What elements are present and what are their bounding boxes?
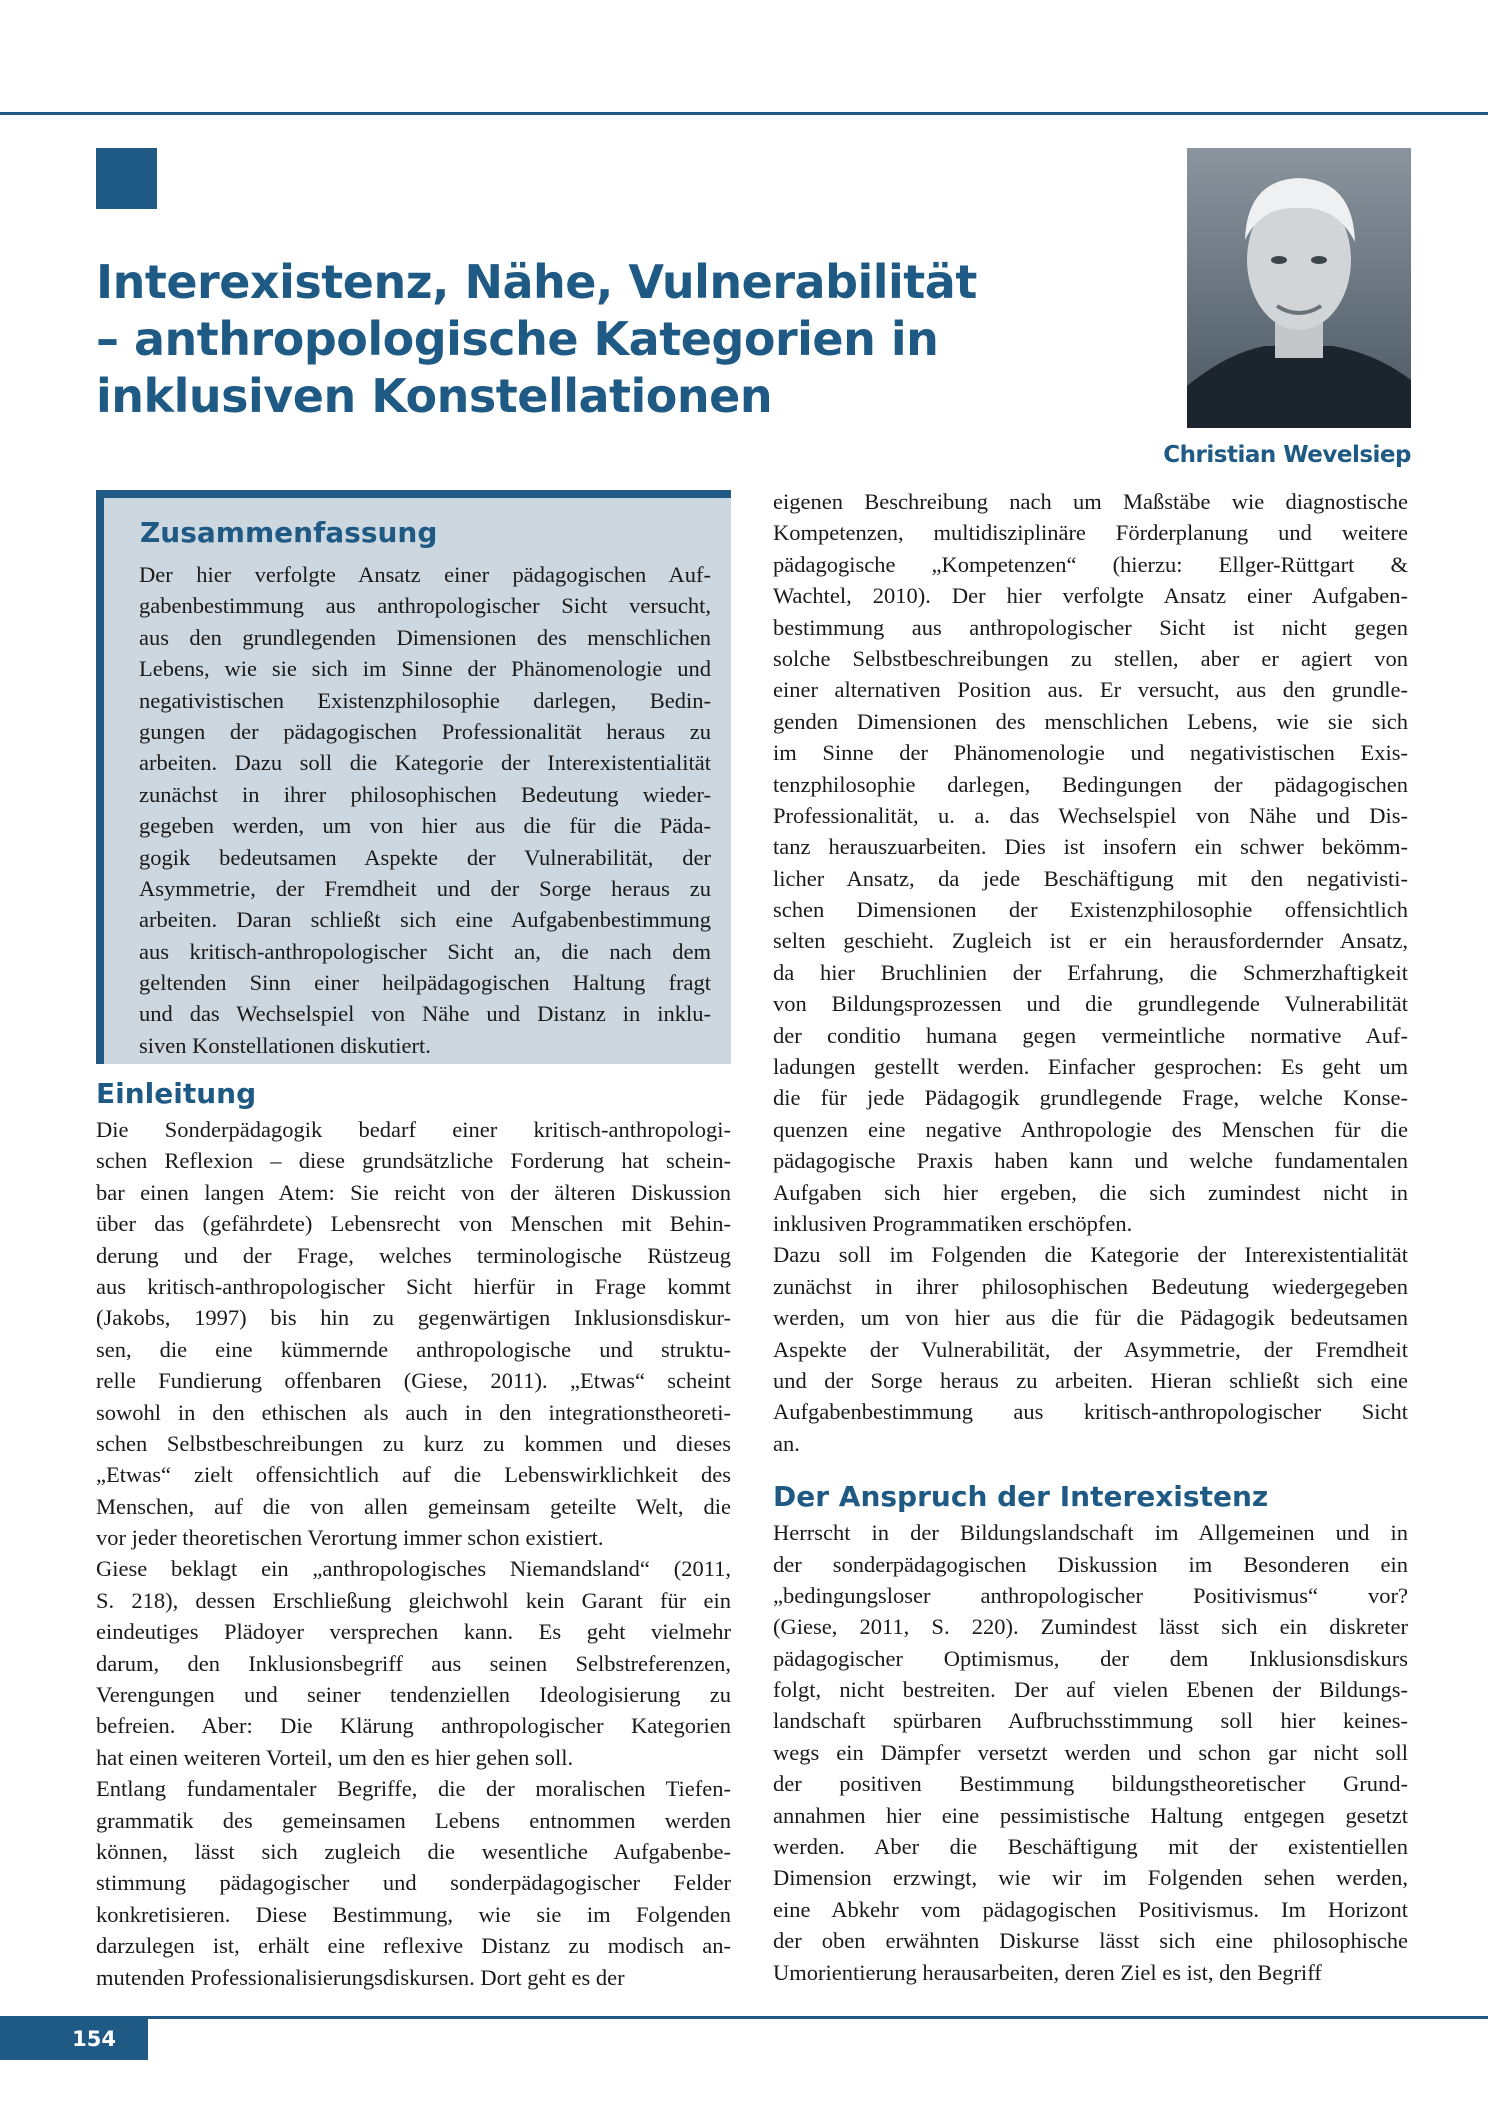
text-line: Herrscht in der Bildungslandschaft im Allgemeinen und in bbox=[773, 1520, 1408, 1546]
text-line: der sonderpädagogischen Diskussion im Besonderen ein bbox=[773, 1551, 1408, 1577]
text-line: bar einen langen Atem: Sie reicht von der älteren Diskussion bbox=[96, 1179, 731, 1205]
text-line: arbeiten. Daran schließt sich eine Aufgabenbestimmung bbox=[139, 907, 711, 933]
page-number: 154 bbox=[0, 2018, 148, 2060]
text-line: über das (gefährdete) Lebensrecht von Menschen mit Behin- bbox=[96, 1211, 731, 1237]
abstract-box bbox=[96, 490, 731, 1064]
text-line: solche Selbstbeschreibungen zu stellen, aber er agiert von bbox=[773, 645, 1408, 671]
text-line: Menschen, auf die von allen gemeinsam geteilte Welt, die bbox=[96, 1493, 731, 1519]
text-line: Die Sonderpädagogik bedarf einer kritisch-anthropologi- bbox=[96, 1117, 731, 1142]
text-line: an. bbox=[773, 1430, 800, 1456]
text-line: geltenden Sinn einer heilpädagogischen Haltung fragt bbox=[139, 970, 711, 996]
text-line: aus kritisch-anthropologischer Sicht hierfür in Frage kommt bbox=[96, 1273, 731, 1299]
text-line: eigenen Beschreibung nach um Maßstäbe wie diagnostische bbox=[773, 489, 1408, 514]
text-line: zunächst in ihrer philosophischen Bedeutung wiedergegeben bbox=[773, 1273, 1408, 1299]
text-line: quenzen eine negative Anthropologie des Menschen für die bbox=[773, 1116, 1408, 1142]
left-column bbox=[96, 1074, 731, 1993]
text-line: Wachtel, 2010). Der hier verfolgte Ansatz einer Aufgaben- bbox=[773, 583, 1408, 609]
text-line: schen Dimensionen der Existenzphilosophie offensichtlich bbox=[773, 897, 1408, 923]
text-line: Lebens, wie sie sich im Sinne der Phänomenologie und bbox=[139, 656, 711, 682]
article-title bbox=[96, 254, 996, 425]
text-line: pädagogische „Kompetenzen“ (hierzu: Ellger-Rüttgart & bbox=[773, 551, 1408, 577]
text-line: stimmung pädagogischer und sonderpädagogischer Felder bbox=[96, 1870, 731, 1896]
title-line: inklusiven Konstellationen bbox=[96, 369, 773, 423]
text-line: Kompetenzen, multidisziplinäre Förderplanung und weitere bbox=[773, 520, 1408, 546]
text-line: gabenbestimmung aus anthropologischer Sicht versucht, bbox=[139, 593, 711, 619]
abstract-heading: Zusammenfassung bbox=[140, 516, 438, 549]
text-line: der conditio humana gegen vermeintliche normative Auf- bbox=[773, 1022, 1408, 1048]
section-heading-interexistence: Der Anspruch der Interexistenz bbox=[773, 1480, 1269, 1514]
text-line: Dazu soll im Folgenden die Kategorie der Interexistentialität bbox=[773, 1242, 1408, 1268]
text-line: relle Fundierung offenbaren (Giese, 2011). „Etwas“ scheint bbox=[96, 1368, 731, 1394]
text-line: schen Reflexion – diese grundsätzliche Forderung hat schein- bbox=[96, 1148, 731, 1174]
text-line: gungen der pädagogischen Professionalität heraus zu bbox=[139, 718, 711, 744]
text-line: licher Ansatz, da jede Beschäftigung mit den negativisti- bbox=[773, 865, 1408, 891]
paragraph-gap bbox=[773, 1459, 1408, 1477]
introduction-text bbox=[96, 1114, 731, 1993]
text-line: können, lässt sich zugleich die wesentliche Aufgabenbe- bbox=[96, 1838, 731, 1864]
text-line: Giese beklagt ein „anthropologisches Niemandsland“ (2011, bbox=[96, 1556, 731, 1582]
text-line: Professionalität, u. a. das Wechselspiel von Nähe und Dis- bbox=[773, 802, 1408, 828]
text-line: eine Abkehr vom pädagogischen Positivismus. Im Horizont bbox=[773, 1896, 1408, 1922]
text-line: negativistischen Existenzphilosophie darlegen, Bedin- bbox=[139, 687, 711, 713]
text-line: sowohl in den ethischen als auch in den integrationstheoreti- bbox=[96, 1399, 731, 1425]
text-line: und der Sorge heraus zu arbeiten. Hieran schließt sich eine bbox=[773, 1367, 1408, 1393]
right-column bbox=[773, 486, 1408, 1988]
section-heading-introduction: Einleitung bbox=[96, 1077, 257, 1110]
text-line: pädagogischer Optimismus, der dem Inklusionsdiskurs bbox=[773, 1645, 1408, 1671]
text-line: selten geschieht. Zugleich ist er ein herausfordernder Ansatz, bbox=[773, 928, 1408, 954]
text-line: Der hier verfolgte Ansatz einer pädagogischen Auf- bbox=[139, 562, 711, 587]
text-line: werden. Aber die Beschäftigung mit der existentiellen bbox=[773, 1834, 1408, 1860]
text-line: grammatik des gemeinsamen Lebens entnommen werden bbox=[96, 1807, 731, 1833]
author-name: Christian Wevelsiep bbox=[1163, 442, 1411, 468]
text-line: wegs ein Dämpfer versetzt werden und schon gar nicht soll bbox=[773, 1739, 1408, 1765]
text-line: sen, die eine kümmernde anthropologische und struktu- bbox=[96, 1336, 731, 1362]
bottom-rule bbox=[0, 2016, 1488, 2019]
text-line: hat einen weiteren Vorteil, um den es hier gehen soll. bbox=[96, 1744, 574, 1770]
text-line: S. 218), dessen Erschließung gleichwohl kein Garant für ein bbox=[96, 1587, 731, 1613]
text-line: Aufgabenbestimmung aus kritisch-anthropologischer Sicht bbox=[773, 1399, 1408, 1425]
text-line: „Etwas“ zielt offensichtlich auf die Lebenswirklichkeit des bbox=[96, 1462, 731, 1488]
title-line: – anthropologische Kategorien in bbox=[96, 312, 939, 366]
text-line: Aspekte der Vulnerabilität, der Asymmetrie, der Fremdheit bbox=[773, 1336, 1408, 1362]
top-rule bbox=[0, 112, 1488, 115]
text-line: von Bildungsprozessen und die grundlegende Vulnerabilität bbox=[773, 991, 1408, 1017]
text-line: da hier Bruchlinien der Erfahrung, die Schmerzhaftigkeit bbox=[773, 959, 1408, 985]
text-line: annahmen hier eine pessimistische Haltung entgegen gesetzt bbox=[773, 1802, 1408, 1828]
text-line: Dimension erzwingt, wie wir im Folgenden sehen werden, bbox=[773, 1865, 1408, 1891]
text-line: „bedingungsloser anthropologischer Positivismus“ vor? bbox=[773, 1582, 1408, 1608]
text-line: arbeiten. Dazu soll die Kategorie der Interexistentialität bbox=[139, 750, 711, 776]
text-line: Verengungen und seiner tendenziellen Ideologisierung zu bbox=[96, 1682, 731, 1708]
abstract-text bbox=[139, 559, 711, 1061]
text-line: derung und der Frage, welches terminologische Rüstzeug bbox=[96, 1242, 731, 1268]
text-line: gegeben werden, um von hier aus die für die Päda- bbox=[139, 813, 711, 839]
author-photo bbox=[1187, 148, 1411, 428]
section-marker-square bbox=[96, 148, 157, 209]
text-line: der positiven Bestimmung bildungstheoretischer Grund- bbox=[773, 1771, 1408, 1797]
text-line: inklusiven Programmatiken erschöpfen. bbox=[773, 1210, 1133, 1236]
text-line: und das Wechselspiel von Nähe und Distanz in inklu- bbox=[139, 1001, 711, 1027]
text-line: aus kritisch-anthropologischer Sicht an, die nach dem bbox=[139, 938, 711, 964]
text-line: zunächst in ihrer philosophischen Bedeutung wieder- bbox=[139, 781, 711, 807]
text-line: die für jede Pädagogik grundlegende Frage, welche Konse- bbox=[773, 1085, 1408, 1111]
text-line: tanz herauszuarbeiten. Dies ist insofern ein schwer bekömm- bbox=[773, 834, 1408, 860]
text-line: konkretisieren. Diese Bestimmung, wie sie im Folgenden bbox=[96, 1901, 731, 1927]
text-line: darzulegen ist, erhält eine reflexive Distanz zu modisch an- bbox=[96, 1933, 731, 1959]
text-line: Entlang fundamentaler Begriffe, die der moralischen Tiefen- bbox=[96, 1776, 731, 1802]
text-line: mutenden Professionalisierungsdiskursen. Dort geht es der bbox=[96, 1964, 625, 1990]
text-line: Umorientierung herausarbeiten, deren Ziel es ist, den Begriff bbox=[773, 1959, 1322, 1985]
text-line: bestimmung aus anthropologischer Sicht ist nicht gegen bbox=[773, 614, 1408, 640]
text-line: Aufgaben sich hier ergeben, die sich zumindest nicht in bbox=[773, 1179, 1408, 1205]
text-line: werden, um von hier aus die für die Pädagogik bedeutsamen bbox=[773, 1305, 1408, 1331]
text-line: pädagogische Praxis haben kann und welche fundamentalen bbox=[773, 1148, 1408, 1174]
text-line: vor jeder theoretischen Verortung immer schon existiert. bbox=[96, 1525, 604, 1551]
text-line: eindeutiges Plädoyer versprechen kann. Es geht vielmehr bbox=[96, 1619, 731, 1645]
text-line: einer alternativen Position aus. Er versucht, aus den grundle- bbox=[773, 677, 1408, 703]
text-line: landschaft spürbaren Aufbruchsstimmung soll hier keines- bbox=[773, 1708, 1408, 1734]
section-text bbox=[773, 1517, 1408, 1988]
text-line: im Sinne der Phänomenologie und negativistischen Exis- bbox=[773, 740, 1408, 766]
text-line: (Giese, 2011, S. 220). Zumindest lässt sich ein diskreter bbox=[773, 1614, 1408, 1640]
text-line: schen Selbstbeschreibungen zu kurz zu kommen und dieses bbox=[96, 1430, 731, 1456]
text-line: genden Dimensionen des menschlichen Lebens, wie sie sich bbox=[773, 708, 1408, 734]
text-line: ladungen gestellt werden. Einfacher gesprochen: Es geht um bbox=[773, 1054, 1408, 1080]
text-line: darum, den Inklusionsbegriff aus seinen Selbstreferenzen, bbox=[96, 1650, 731, 1676]
text-line: (Jakobs, 1997) bis hin zu gegenwärtigen Inklusionsdiskur- bbox=[96, 1305, 731, 1331]
text-line: folgt, nicht bestreiten. Der auf vielen Ebenen der Bildungs- bbox=[773, 1677, 1408, 1703]
text-line: gogik bedeutsamen Aspekte der Vulnerabilität, der bbox=[139, 844, 711, 870]
text-line: der oben erwähnten Diskurse lässt sich eine philosophische bbox=[773, 1928, 1408, 1954]
text-line: tenzphilosophie darlegen, Bedingungen der pädagogischen bbox=[773, 771, 1408, 797]
text-line: aus den grundlegenden Dimensionen des menschlichen bbox=[139, 624, 711, 650]
text-line: siven Konstellationen diskutiert. bbox=[139, 1032, 431, 1058]
text-line: befreien. Aber: Die Klärung anthropologischer Kategorien bbox=[96, 1713, 731, 1739]
text-line: Asymmetrie, der Fremdheit und der Sorge heraus zu bbox=[139, 875, 711, 901]
continued-text bbox=[773, 486, 1408, 1459]
title-line: Interexistenz, Nähe, Vulnerabilität bbox=[96, 255, 977, 309]
